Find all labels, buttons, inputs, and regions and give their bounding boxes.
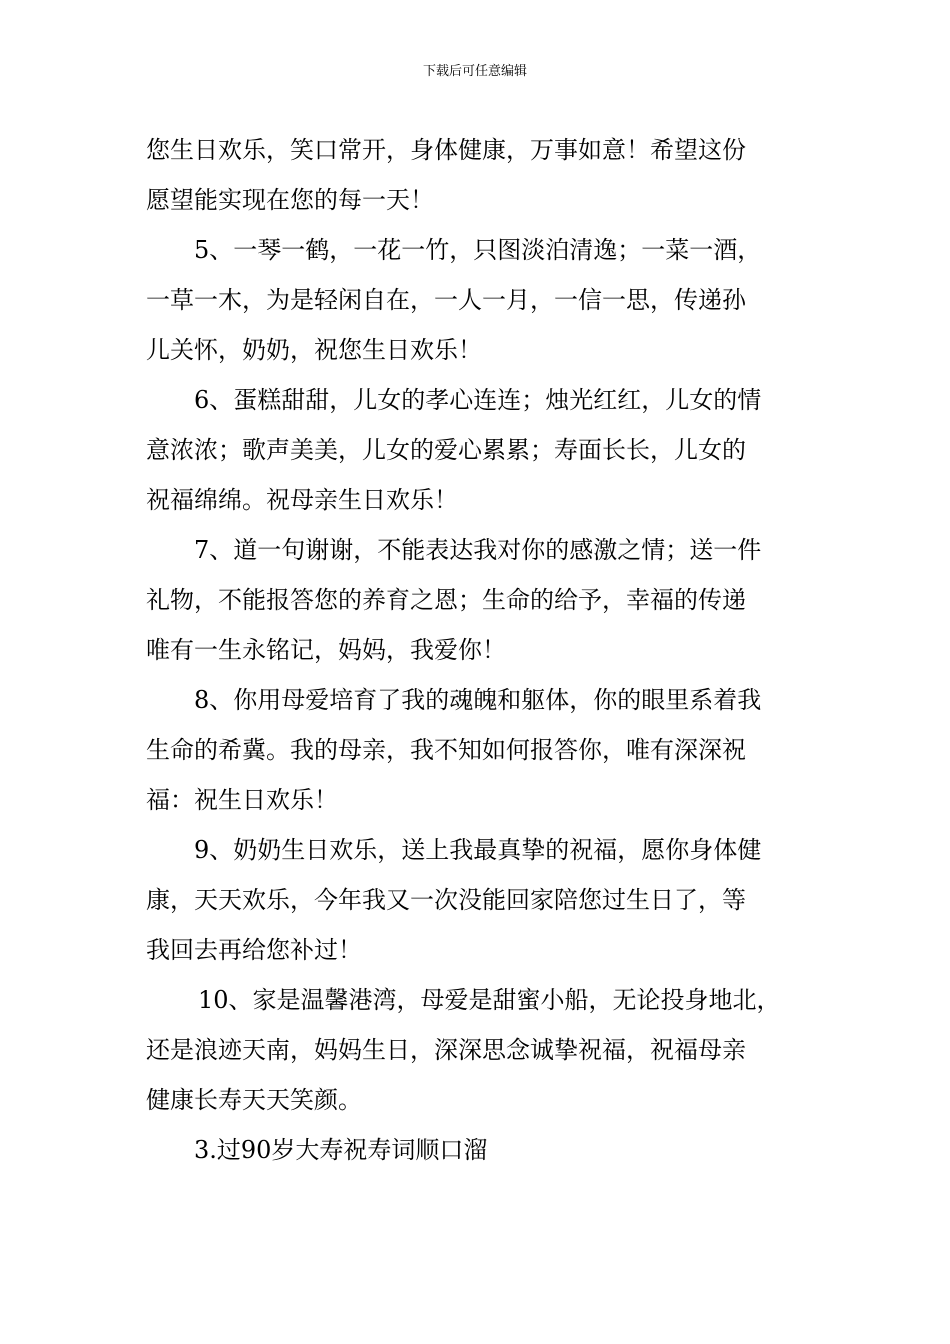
text-line: 还是浪迹天南，妈妈生日，深深思念诚挚祝福，祝福母亲 — [146, 1036, 746, 1064]
paragraph-8-start: 8、你用母爱培育了我的魂魄和躯体，你的眼里系着我 — [194, 686, 762, 714]
paragraph-6-start: 6、蛋糕甜甜，儿女的孝心连连；烛光红红，儿女的情 — [194, 386, 762, 414]
text-line: 一草一木，为是轻闲自在，一人一月，一信一思，传递孙 — [146, 286, 746, 314]
text-line: 儿关怀，奶奶，祝您生日欢乐！ — [146, 336, 482, 364]
page-header-note: 下载后可任意编辑 — [422, 64, 527, 79]
text-line: 福：祝生日欢乐！ — [146, 786, 338, 814]
document-body — [146, 125, 826, 1175]
text-line: 愿望能实现在您的每一天！ — [146, 186, 434, 214]
text-line: 健康长寿天天笑颜。 — [146, 1086, 362, 1114]
paragraph-10-start: 10、家是温馨港湾，母爱是甜蜜小船，无论投身地北， — [198, 986, 781, 1014]
paragraph-5-start: 5、一琴一鹤，一花一竹，只图淡泊清逸；一菜一酒， — [194, 236, 762, 264]
text-line: 您生日欢乐，笑口常开，身体健康，万事如意！希望这份 — [146, 136, 746, 164]
paragraph-9-start: 9、奶奶生日欢乐，送上我最真挚的祝福，愿你身体健 — [194, 836, 762, 864]
text-line: 意浓浓；歌声美美，儿女的爱心累累；寿面长长，儿女的 — [146, 436, 746, 464]
paragraph-7-start: 7、道一句谢谢，不能表达我对你的感激之情；送一件 — [194, 536, 762, 564]
text-line: 我回去再给您补过！ — [146, 936, 362, 964]
text-line: 唯有一生永铭记，妈妈，我爱你！ — [146, 636, 506, 664]
text-line: 康，天天欢乐，今年我又一次没能回家陪您过生日了，等 — [146, 886, 746, 914]
text-line: 礼物，不能报答您的养育之恩；生命的给予，幸福的传递 — [146, 586, 746, 614]
section-heading: 3.过90岁大寿祝寿词顺口溜 — [194, 1136, 488, 1164]
text-line: 生命的希冀。我的母亲，我不知如何报答你，唯有深深祝 — [146, 736, 746, 764]
text-line: 祝福绵绵。祝母亲生日欢乐！ — [146, 486, 458, 514]
